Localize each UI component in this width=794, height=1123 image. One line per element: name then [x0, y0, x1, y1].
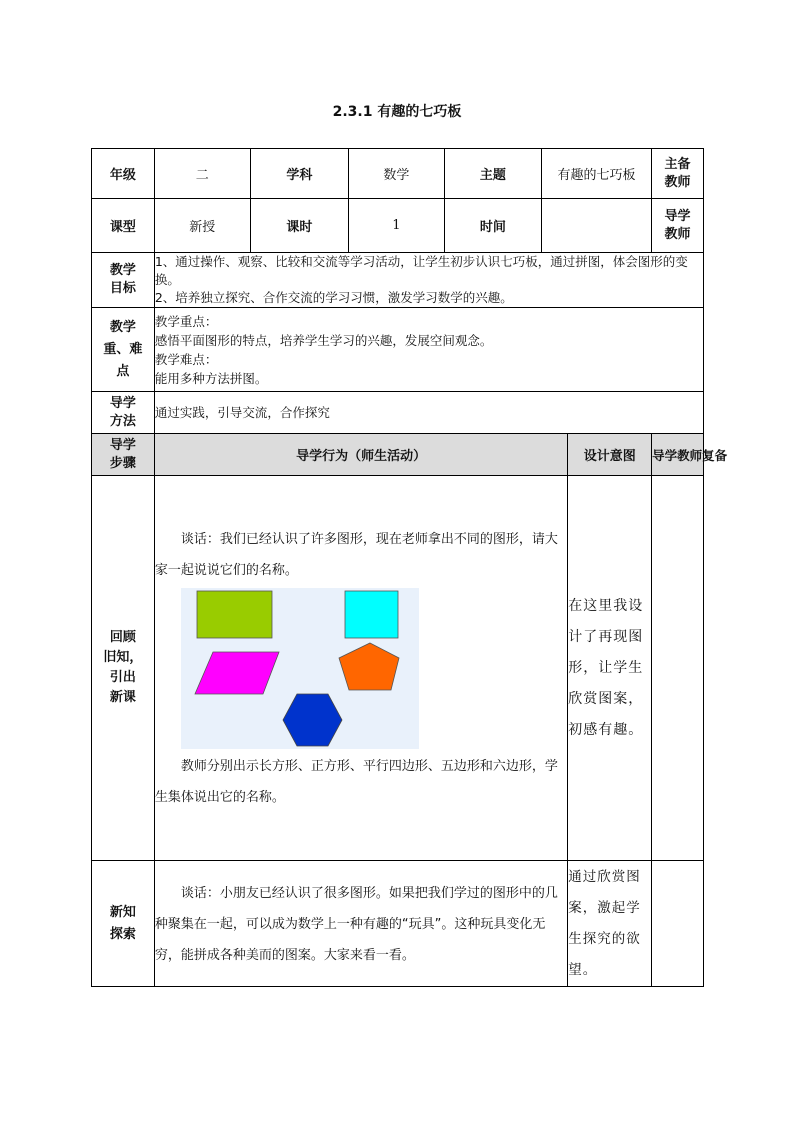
- green-rectangle: [197, 591, 272, 638]
- step2-label: 新知 探索: [92, 861, 155, 987]
- lesson-plan-table: [91, 148, 728, 987]
- step2-row: [92, 861, 704, 987]
- period-label: 课时: [250, 199, 348, 253]
- topic-value: 有趣的七巧板: [541, 149, 651, 199]
- step1-dialogue: 谈话：我们已经认识了许多图形，现在老师拿出不同的图形，请大家一起说说它们的名称。: [154, 531, 558, 578]
- subject-value: 数学: [348, 149, 444, 199]
- time-value: [541, 199, 651, 253]
- step2-intent: 通过欣赏图案，激起学生探究的欲望。: [568, 861, 652, 987]
- grade-label: 年级: [92, 149, 155, 199]
- time-label: 时间: [444, 199, 541, 253]
- grade-value: 二: [154, 149, 250, 199]
- method-text: 通过实践，引导交流，合作探究: [154, 392, 703, 434]
- difficulty-heading: 教学难点：: [154, 351, 218, 367]
- info-row-1: [92, 149, 704, 199]
- step2-review: [652, 861, 704, 987]
- goal-line: 1、通过操作、观察、比较和交流等学习活动，让学生初步认识七巧板，通过拼图，体会图形的变换。: [154, 254, 688, 287]
- key-points-label: 教学 重、难 点: [92, 308, 155, 392]
- info-row-2: [92, 199, 704, 253]
- topic-label: 主题: [444, 149, 541, 199]
- key-point-heading: 教学重点：: [154, 313, 218, 329]
- document-title: 2.3.1 有趣的七巧板: [332, 104, 462, 120]
- difficulty-line: 能用多种方法拼图。: [154, 370, 268, 386]
- step2-dialogue: 谈话：小朋友已经认识了很多图形。如果把我们学过的图形中的几种聚集在一起，可以成为数学上一种有趣的“玩具”。这种玩具变化无穷，能拼成各种美而的图案。大家来看一看。: [154, 886, 558, 963]
- steps-header-row: [92, 434, 704, 476]
- key-points-row: [92, 308, 704, 392]
- guide-teacher-label: 导学 教师: [652, 199, 704, 253]
- magenta-parallelogram: [195, 652, 279, 694]
- step2-activity: [154, 861, 567, 987]
- goals-label: 教学 目标: [92, 253, 155, 308]
- goals-text: [154, 253, 703, 308]
- period-value: 1: [348, 199, 444, 253]
- step1-description: 教师分别出示长方形、正方形、平行四边形、五边形和六边形，学生集体说出它的名称。: [154, 758, 558, 805]
- step1-row: [92, 476, 704, 861]
- orange-pentagon: [339, 643, 399, 690]
- goals-row: [92, 253, 704, 308]
- shapes-canvas: [181, 588, 419, 749]
- cyan-square: [345, 591, 398, 638]
- lesson-type-label: 课型: [92, 199, 155, 253]
- method-row: [92, 392, 704, 434]
- goal-line: 2、培养独立探究、合作交流的学习习惯，激发学习数学的兴趣。: [154, 290, 513, 305]
- step1-label: 回顾 旧知， 引出 新课: [92, 476, 155, 861]
- lesson-type-value: 新授: [154, 199, 250, 253]
- method-label: 导学 方法: [92, 392, 155, 434]
- review-header: 导学教师复备: [652, 434, 704, 476]
- step1-review: [652, 476, 704, 861]
- lead-teacher-label: 主备 教师: [652, 149, 704, 199]
- shapes-figure: [181, 588, 419, 749]
- activity-header: 导学行为（师生活动）: [154, 434, 567, 476]
- key-points-text: [154, 308, 703, 392]
- steps-label: 导学 步骤: [92, 434, 155, 476]
- intent-header: 设计意图: [568, 434, 652, 476]
- blue-hexagon: [283, 694, 342, 746]
- step1-intent: 在这里我设计了再现图形，让学生欣赏图案，初感有趣。: [568, 476, 652, 861]
- step1-activity: [154, 476, 567, 861]
- subject-label: 学科: [250, 149, 348, 199]
- key-point-line: 感悟平面图形的特点，培养学生学习的兴趣，发展空间观念。: [154, 332, 493, 348]
